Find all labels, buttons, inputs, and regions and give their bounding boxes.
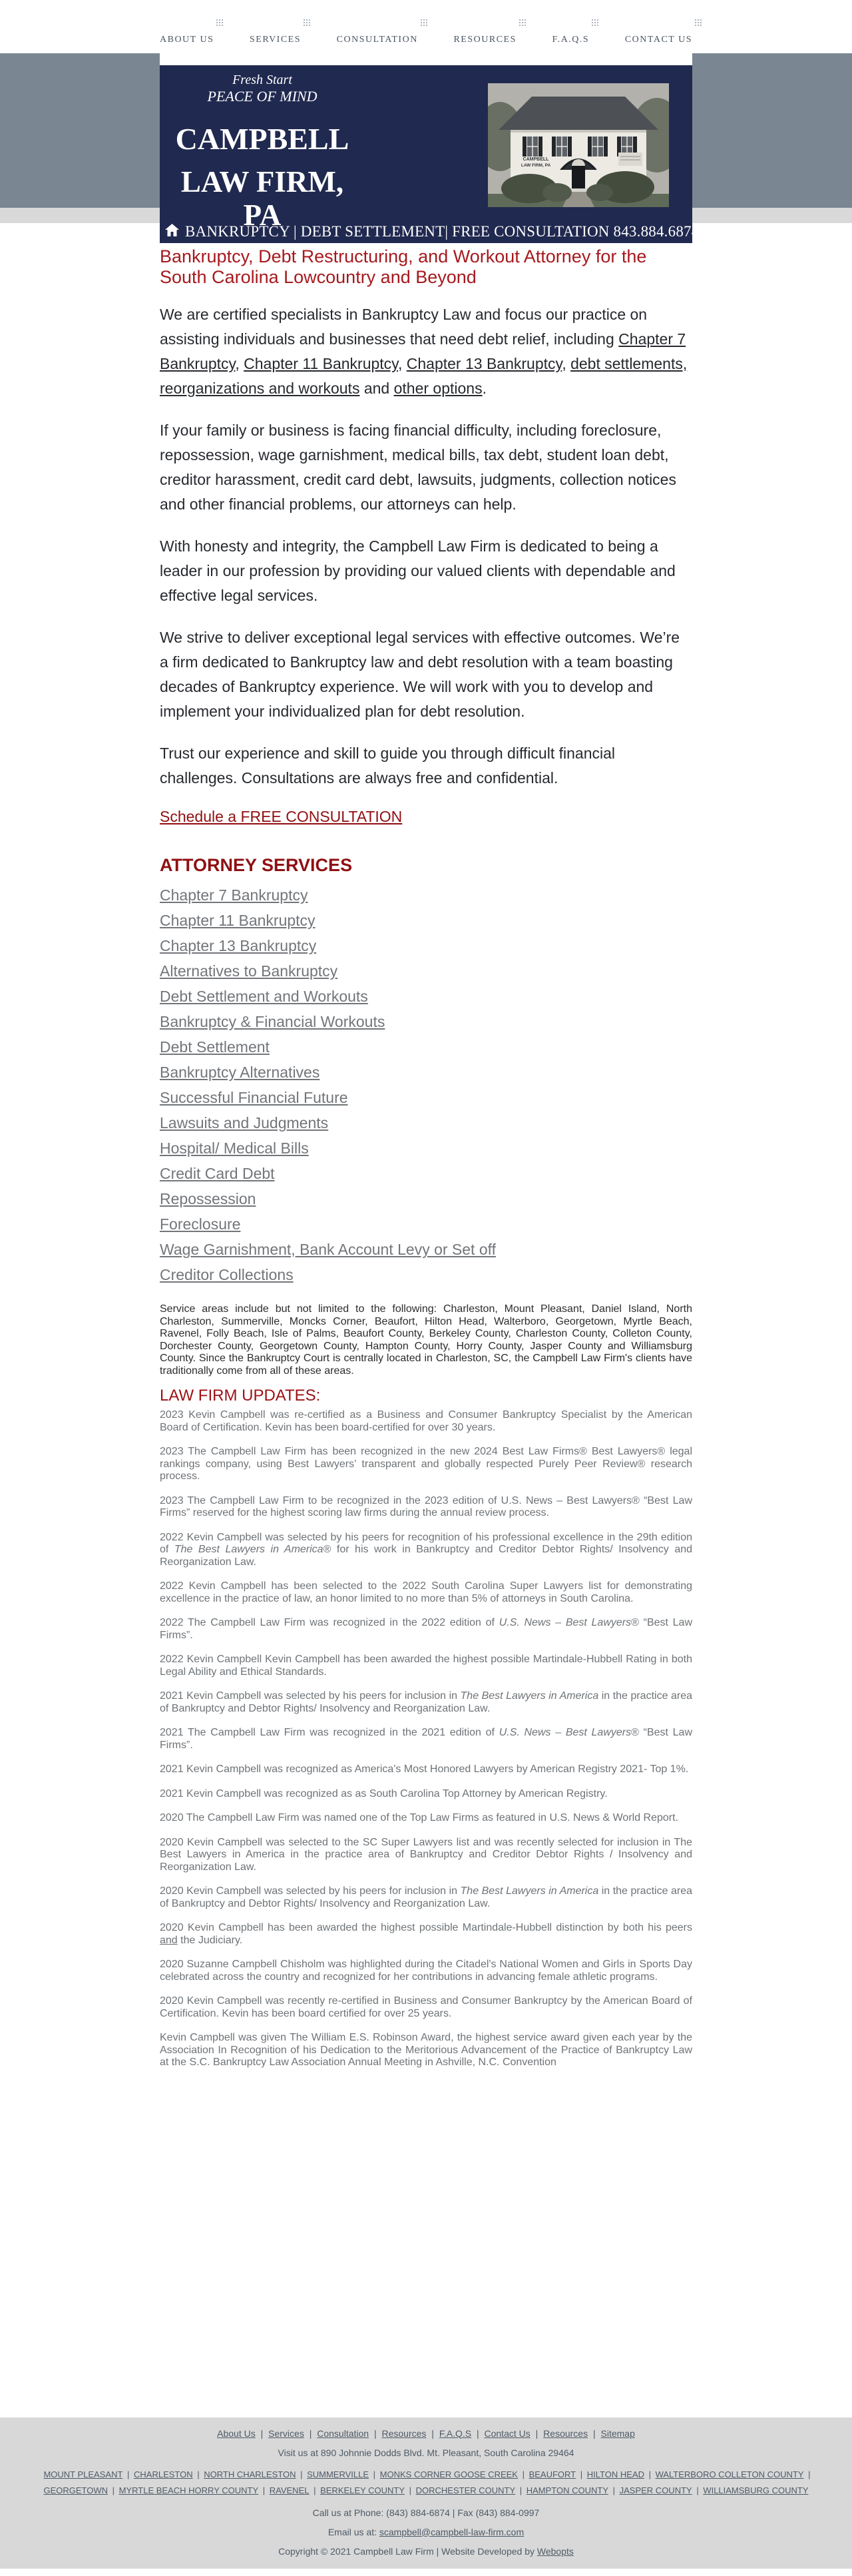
hero-banner-text: BANKRUPTCY | DEBT SETTLEMENT| FREE CONSULTATION 843.884.6874: [185, 223, 700, 240]
inline-link-other-options[interactable]: other options: [393, 380, 483, 397]
footer-area-link-north-charleston[interactable]: NORTH CHARLESTON: [204, 2469, 296, 2479]
service-row: [160, 1242, 692, 1258]
service-row: [160, 1065, 692, 1081]
footer-email: [7, 2527, 845, 2537]
service-row: [160, 1166, 692, 1182]
law-firm-update: 2020 Kevin Campbell has been awarded the highest possible Martindale-Hubbell distinction by both his peers and the Judiciary.: [160, 1922, 692, 1946]
footer-area-link-dorchester-county[interactable]: DORCHESTER COUNTY: [415, 2485, 516, 2495]
service-row: [160, 1217, 692, 1233]
law-firm-update: 2021 Kevin Campbell was recognized as as South Carolina Top Attorney by American Registry.: [160, 1787, 608, 1799]
footer-area-link-myrtle-beach-horry-county[interactable]: MYRTLE BEACH HORRY COUNTY: [118, 2485, 259, 2495]
service-row: [160, 1191, 692, 1207]
service-link-debt-settlement-and-workouts[interactable]: Debt Settlement and Workouts: [160, 988, 368, 1005]
footer-area-link-charleston[interactable]: CHARLESTON: [134, 2469, 193, 2479]
law-firm-update: 2020 Kevin Campbell was recently re-certified in Business and Consumer Bankruptcy by the American Board of Certification. Kevin has been board certified for over 25 years.: [160, 1995, 692, 2019]
footer-link-sitemap[interactable]: Sitemap: [600, 2427, 635, 2439]
footer-area-link-walterboro-colleton-county[interactable]: WALTERBORO COLLETON COUNTY: [655, 2469, 804, 2479]
footer-area-link-monks-corner-goose-creek[interactable]: MONKS CORNER GOOSE CREEK: [379, 2469, 518, 2479]
hero-tagline-1: Fresh Start: [232, 73, 292, 87]
nav-item-label: ABOUT US: [160, 35, 214, 45]
service-row: [160, 1141, 692, 1157]
footer-service-area-links: MOUNT PLEASANT | CHARLESTON | NORTH CHARLESTON | SUMMERVILLE | MONKS CORNER GOOSE CREEK | BEAUFORT | HILTON HEAD | WALTERBORO COLLETON COUNTY | GEORGETOWN | MYRTLE BEACH HORRY COUNTY | RAVENEL | BERKELEY COUNTY | DORCHESTER COUNTY | HAMPTON COUNTY | JASPER COUNTY | WILLIAMSBURG COUNTY: [43, 2469, 811, 2495]
service-link-lawsuits-and-judgments[interactable]: Lawsuits and Judgments: [160, 1114, 329, 1131]
nav-item-contact-us[interactable]: [625, 19, 692, 45]
intro-paragraph: Trust our experience and skill to guide you through difficult financial challenges. Consultations are always free and confidential.: [160, 745, 616, 787]
nav-item-label: SERVICES: [250, 35, 302, 45]
intro-paragraph: If your family or business is facing financial difficulty, including foreclosure, repossession, wage garnishment, medical bills, tax debt, student loan debt, creditor harassment, credit card debt, lawsuits, judgments, collection notices and other financial problems, our attorneys can help.: [160, 422, 676, 513]
law-firm-update: 2022 Kevin Campbell Kevin Campbell has been awarded the highest possible Martindale-Hubbell Rating in both Legal Ability and Ethical Standards.: [160, 1654, 692, 1678]
footer-area-link-hilton-head[interactable]: HILTON HEAD: [586, 2469, 644, 2479]
intro-paragraph: We are certified specialists in Bankruptcy Law and focus our practice on assisting individuals and businesses that need debt relief, including Chapter 7 Bankruptcy, Chapter 11 Bankruptcy, Chapter 13 Bankruptcy, debt settlements, reorganizations and workouts and other options.: [160, 306, 688, 397]
law-firm-update: 2023 The Campbell Law Firm has been recognized in the new 2024 Best Law Firms® Best Lawyers® legal rankings company, using Best Lawyers’ transparent and globally respected Purely Peer Review® research process.: [160, 1446, 692, 1482]
dots-icon: [420, 19, 427, 26]
service-link-bankruptcy-alternatives[interactable]: Bankruptcy Alternatives: [160, 1064, 320, 1081]
service-link-debt-settlement[interactable]: Debt Settlement: [160, 1038, 270, 1056]
nav-item-services[interactable]: [250, 19, 301, 45]
law-firm-update: Kevin Campbell was given The William E.S. Robinson Award, the highest service award given each year by the Association In Recognition of his Dedication to the Meritorious Advancement of the Practice of Bankruptcy Law at the S.C. Bankruptcy Law Association Annual Meeting in Ashville, N.C. Convention: [160, 2032, 692, 2068]
service-link-successful-financial-future[interactable]: Successful Financial Future: [160, 1089, 348, 1106]
attorney-services-heading: ATTORNEY SERVICES: [160, 855, 353, 875]
hero-left-flank: [0, 53, 160, 208]
building-sign-campbell: CAMPBELL: [523, 157, 549, 162]
nav-item-consultation[interactable]: [337, 19, 418, 45]
footer-area-link-jasper-county[interactable]: JASPER COUNTY: [619, 2485, 692, 2495]
hero-section: [0, 53, 852, 243]
firm-name-line2: LAW FIRM, PA: [180, 165, 344, 232]
footer-email-link[interactable]: scampbell@campbell-law-firm.com: [379, 2526, 525, 2537]
service-row: [160, 913, 692, 929]
footer-link-resources[interactable]: Resources: [381, 2427, 427, 2439]
dots-icon: [519, 19, 526, 26]
footer-link-contact-us[interactable]: Contact Us: [484, 2427, 531, 2439]
footer-area-link-summerville[interactable]: SUMMERVILLE: [307, 2469, 369, 2479]
law-firm-update: 2022 The Campbell Law Firm was recognized in the 2022 edition of U.S. News – Best Lawyers® “Best Law Firms”.: [160, 1617, 693, 1641]
footer-area-link-berkeley-county[interactable]: BERKELEY COUNTY: [320, 2485, 405, 2495]
office-building-photo: [488, 83, 669, 207]
law-firm-update: 2020 Kevin Campbell was selected by his peers for inclusion in The Best Lawyers in America in the practice area of Bankruptcy and Debtor Rights/ Insolvency and Reorganization Law.: [160, 1885, 693, 1909]
service-link-foreclosure[interactable]: Foreclosure: [160, 1215, 241, 1233]
hero-tagline-2: PEACE OF MIND: [207, 88, 318, 105]
nav-item-f-a-q-s[interactable]: [552, 19, 590, 45]
main-nav: [160, 0, 692, 53]
hero-right-flank: [692, 53, 852, 208]
service-row: [160, 964, 692, 980]
intro-paragraph: With honesty and integrity, the Campbell Law Firm is dedicated to being a leader in our profession by providing our valued clients with dependable and effective legal services.: [160, 537, 676, 604]
footer-email-label: Email us at:: [327, 2526, 377, 2537]
footer-nav: About Us | Services | Consultation | Resources | F.A.Q.S | Contact Us | Resources | Sitemap: [217, 2427, 635, 2439]
home-icon[interactable]: [165, 224, 179, 240]
blank-space: [0, 2081, 852, 2417]
hero-banner: [160, 65, 700, 243]
svg-text:LAW FIRM, PA: LAW FIRM, PA: [521, 163, 551, 168]
footer-area-link-hampton-county[interactable]: HAMPTON COUNTY: [526, 2485, 609, 2495]
bottom-margin: [0, 2569, 852, 2576]
nav-item-resources[interactable]: [453, 19, 516, 45]
law-firm-update: 2020 Kevin Campbell was selected to the SC Super Lawyers list and was recently selected for inclusion in The Best Lawyers in America in the practice area of Bankruptcy and Creditor Debtor Rights / Insolvency and Reorganization Law.: [160, 1836, 692, 1873]
law-firm-update: 2021 Kevin Campbell was recognized as America's Most Honored Lawyers by American Registry 2021- Top 1%.: [160, 1764, 689, 1775]
main-content: [160, 243, 692, 2069]
law-firm-updates-heading: LAW FIRM UPDATES:: [160, 1387, 321, 1405]
inline-link-debt-settlements-reorganizations-and-workouts[interactable]: debt settlements, reorganizations and workouts: [160, 355, 688, 397]
footer-link-services[interactable]: Services: [268, 2427, 304, 2439]
footer-area-link-williamsburg-county[interactable]: WILLIAMSBURG COUNTY: [703, 2485, 809, 2495]
dots-icon: [694, 19, 702, 26]
dots-icon: [216, 19, 223, 26]
service-link-hospital-medical-bills[interactable]: Hospital/ Medical Bills: [160, 1139, 309, 1157]
service-row: [160, 1090, 692, 1106]
law-firm-update: 2022 Kevin Campbell has been selected to the 2022 South Carolina Super Lawyers list for demonstrating excellence in the practice of law, an honor limited to no more than 5% of attorneys in South Carolina.: [160, 1580, 692, 1604]
service-row: [160, 938, 692, 954]
law-firm-update: 2023 The Campbell Law Firm to be recognized in the 2023 edition of U.S. News – Best Lawyers® “Best Law Firms” reserved for the highest scoring law firms during the annual review process.: [160, 1494, 692, 1518]
top-nav-bar: [0, 0, 852, 53]
footer-address: Visit us at 890 Johnnie Dodds Blvd. Mt. Pleasant, South Carolina 29464: [278, 2447, 574, 2458]
footer: [0, 2417, 852, 2569]
law-firm-update: 2021 The Campbell Law Firm was recognized in the 2021 edition of U.S. News – Best Lawyers® “Best Law Firms”.: [160, 1727, 693, 1751]
footer-link-about-us[interactable]: About Us: [217, 2427, 256, 2439]
footer-copyright: [7, 2546, 845, 2557]
nav-item-label: CONTACT US: [624, 35, 692, 45]
inline-link-chapter-11-bankruptcy[interactable]: Chapter 11 Bankruptcy: [244, 355, 398, 372]
nav-item-label: CONSULTATION: [336, 35, 418, 45]
webopts-link[interactable]: Webopts: [536, 2545, 574, 2557]
footer-area-link-georgetown[interactable]: GEORGETOWN: [43, 2485, 108, 2495]
nav-item-about-us[interactable]: [160, 19, 214, 45]
intro-paragraph: We strive to deliver exceptional legal services with effective outcomes. We’re a firm dedicated to Bankruptcy law and debt resolution with a team boasting decades of Bankruptcy experience. We will work with you to develop and implement your individualized plan for debt resolution.: [160, 629, 680, 720]
page-title: Bankruptcy, Debt Restructuring, and Workout Attorney for the South Carolina Lowcountry and Beyond: [160, 246, 647, 287]
copyright-text: Copyright © 2021 Campbell Law Firm | Website Developed by: [278, 2545, 534, 2557]
intro-paragraphs: [160, 302, 692, 791]
service-row: [160, 1014, 692, 1030]
updates-list: [160, 1409, 692, 2069]
service-link-repossession[interactable]: Repossession: [160, 1190, 256, 1207]
service-link-chapter-7-bankruptcy[interactable]: Chapter 7 Bankruptcy: [160, 886, 308, 904]
footer-link-resources[interactable]: Resources: [543, 2427, 588, 2439]
service-row: [160, 888, 692, 904]
schedule-row: [160, 808, 692, 826]
footer-area-link-ravenel[interactable]: RAVENEL: [269, 2485, 310, 2495]
inline-link-chapter-7-bankruptcy[interactable]: Chapter 7 Bankruptcy: [160, 330, 686, 372]
service-link-credit-card-debt[interactable]: Credit Card Debt: [160, 1165, 275, 1182]
dots-icon: [303, 19, 310, 26]
footer-link-f-a-q-s[interactable]: F.A.Q.S: [439, 2427, 472, 2439]
footer-phone: Call us at Phone: (843) 884-6874 | Fax (843) 884-0997: [312, 2507, 540, 2518]
footer-area-link-mount-pleasant[interactable]: MOUNT PLEASANT: [43, 2469, 123, 2479]
service-link-bankruptcy-financial-workouts[interactable]: Bankruptcy & Financial Workouts: [160, 1013, 385, 1030]
service-row: [160, 989, 692, 1005]
law-firm-update: 2020 The Campbell Law Firm was named one of the Top Law Firms as featured in U.S. News & World Report.: [160, 1812, 679, 1823]
law-firm-update: 2023 Kevin Campbell was re-certified as a Business and Consumer Bankruptcy Specialist by the American Board of Certification. Kevin has been board-certified for over 30 years.: [160, 1409, 692, 1433]
law-firm-update: 2021 Kevin Campbell was selected by his peers for inclusion in The Best Lawyers in America in the practice area of Bankruptcy and Debtor Rights/ Insolvency and Reorganization Law.: [160, 1690, 693, 1714]
service-link-chapter-13-bankruptcy[interactable]: Chapter 13 Bankruptcy: [160, 937, 317, 954]
services-list: [160, 888, 692, 1283]
service-link-creditor-collections[interactable]: Creditor Collections: [160, 1266, 294, 1283]
service-areas-paragraph: Service areas include but not limited to the following: Charleston, Mount Pleasant, Daniel Island, North Charleston, Summerville, Moncks Corner, Beaufort, Hilton Head, Walterboro, Georgetown, Myrtle Beach, Ravenel, Folly Beach, Isle of Palms, Beaufort County, Berkeley County, Charleston County, Colleton County, Dorchester County, Georgetown County, Hampton County, Horry County, Jasper County and Williamsburg County. Since the Bankruptcy Court is centrally located in Charleston, SC, the Campbell Law Firm's clients have traditionally come from all of these areas.: [160, 1303, 692, 1377]
service-row: [160, 1267, 692, 1283]
service-link-chapter-11-bankruptcy[interactable]: Chapter 11 Bankruptcy: [160, 912, 316, 929]
hero-text-block: [160, 72, 365, 232]
service-row: [160, 1040, 692, 1056]
firm-name-line1: CAMPBELL: [175, 122, 349, 156]
inline-link-chapter-13-bankruptcy[interactable]: Chapter 13 Bankruptcy: [406, 355, 562, 372]
dots-icon: [591, 19, 598, 26]
nav-item-label: F.A.Q.S: [552, 35, 590, 45]
footer-link-consultation[interactable]: Consultation: [317, 2427, 369, 2439]
schedule-consultation-link[interactable]: Schedule a FREE CONSULTATION: [160, 808, 403, 825]
service-link-wage-garnishment-bank-account-levy-or-set-off[interactable]: Wage Garnishment, Bank Account Levy or Set off: [160, 1241, 496, 1258]
footer-area-link-beaufort[interactable]: BEAUFORT: [529, 2469, 576, 2479]
law-firm-update: 2020 Suzanne Campbell Chisholm was highlighted during the Citadel's National Women and Girls in Sports Day celebrated across the country and recognized for her contributions in advancing female athletic programs.: [160, 1959, 692, 1983]
service-link-alternatives-to-bankruptcy[interactable]: Alternatives to Bankruptcy: [160, 962, 338, 980]
service-row: [160, 1116, 692, 1131]
nav-item-label: RESOURCES: [453, 35, 517, 45]
law-firm-update: 2022 Kevin Campbell was selected by his peers for recognition of his professional excellence in the 29th edition of The Best Lawyers in America® for his work in Bankruptcy and Creditor Debtor Rights/ Insolvency and Reorganization Law.: [160, 1531, 693, 1568]
hero-bottom-strip: [160, 222, 700, 242]
